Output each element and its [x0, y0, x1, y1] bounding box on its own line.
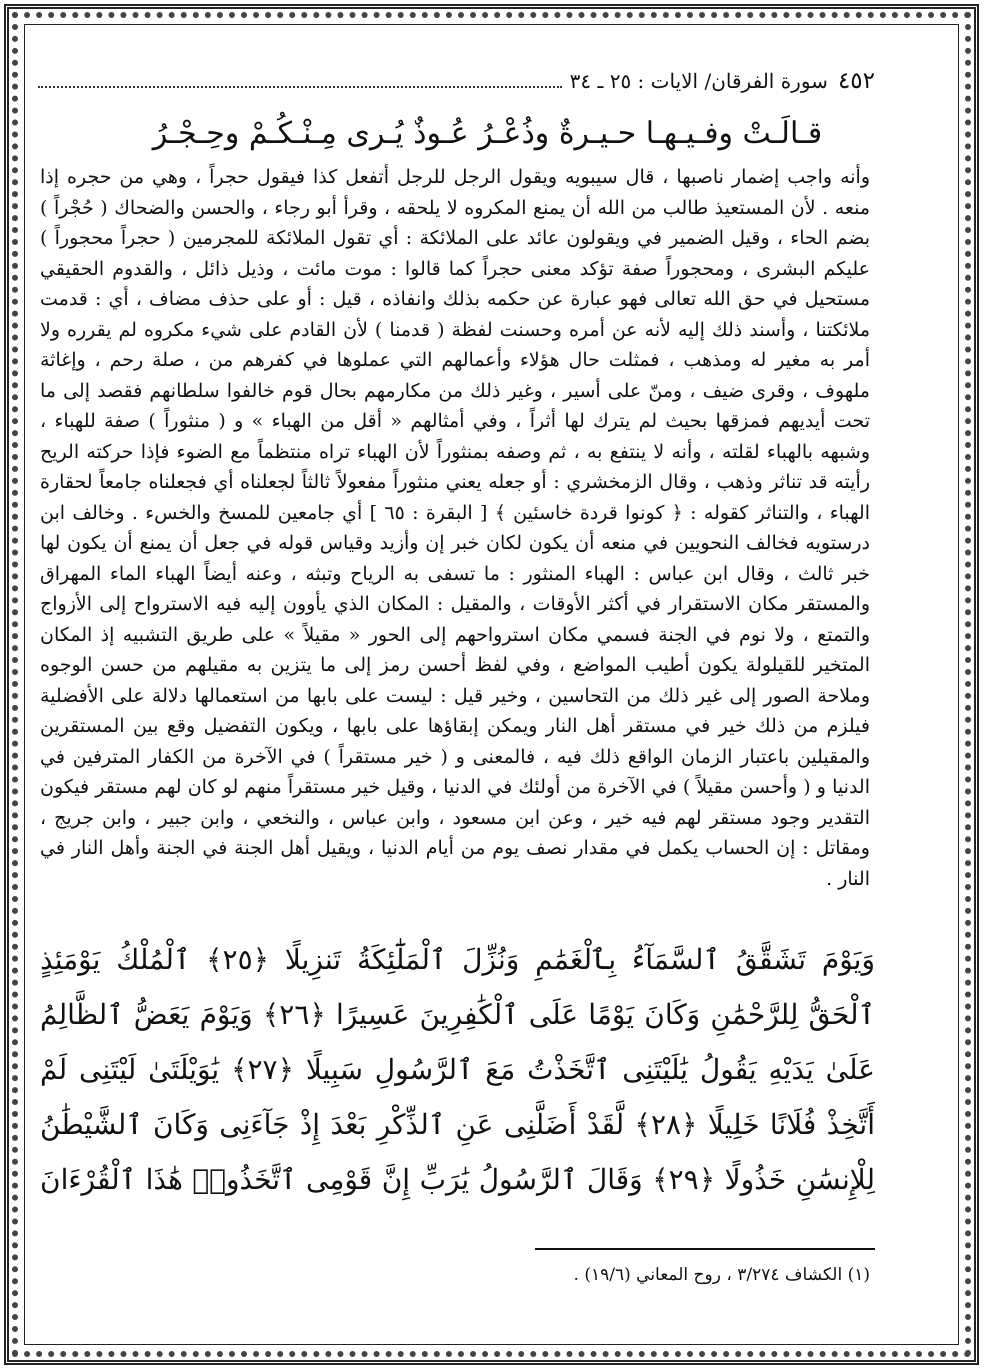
quran-verses: وَيَوْمَ تَشَقَّقُ ٱلسَّمَآءُ بِٱلْغَمَٰمِ وَنُزِّلَ ٱلْمَلَٰٓئِكَةُ تَنزِيلًا ﴿٢٥﴾ ٱلْمُلْكُ يَوْمَئِذٍ ٱلْحَقُّ لِلرَّحْمَٰنِ وَكَانَ يَوْمًا عَلَى ٱلْكَٰفِرِينَ عَسِيرًا ﴿٢٦﴾ وَيَوْمَ يَعَضُّ ٱلظَّالِمُ عَلَىٰ يَدَيْهِ يَقُولُ يَٰلَيْتَنِى ٱتَّخَذْتُ مَعَ ٱلرَّسُولِ سَبِيلًا ﴿٢٧﴾ يَٰوَيْلَتَىٰ لَيْتَنِى لَمْ أَتَّخِذْ فُلَانًا خَلِيلًا ﴿٢٨﴾ لَّقَدْ أَضَلَّنِى عَنِ ٱلذِّكْرِ بَعْدَ إِذْ جَآءَنِى وَكَانَ ٱلشَّيْطَٰنُ لِلْإِنسَٰنِ خَذُولًا ﴿٢٩﴾ وَقَالَ ٱلرَّسُولُ يَٰرَبِّ إِنَّ قَوْمِى ٱتَّخَذُوا۟ هَٰذَا ٱلْقُرْءَانَ — [40, 943, 875, 1196]
surah-title: سورة الفرقان/ الايات : ٢٥ ـ ٣٤ — [569, 69, 828, 93]
commentary-paragraph: وأنه واجب إضمار ناصبها ، قال سيبويه ويقول الرجل للرجل أتفعل كذا فيقول حجراً ، وهي من حجره إذا منعه . لأن المستعيذ طالب من الله أن يمنع المكروه لا يلحقه ، وقرأ أبو رجاء ، والحسن والضحاك ( حُجْراً ) بضم الحاء ، وقيل الضمير في ويقولون عائد على الملائكة : أي تقول الملائكة للمجرمين ( حجراً محجوراً ) عليكم البشرى ، ومحجوراً صفة تؤكد معنى حجراً كما قالوا : موت مائت ، وذيل ذائل ، والقدوم الحقيقي مستحيل في حق الله تعالى فهو عبارة عن حكمه بذلك وانفاذه ، قيل : أو على حذف مضاف ، أي : قدمت ملائكتنا ، وأسند ذلك إليه لأنه عن أمره وحسنت لفظة ( قدمنا ) لأن القادم على شيء مكروه لم يقرره ولا أمر به مغير له ومذهب ، فمثلت حال هؤلاء وأعمالهم التي عملوها في كفرهم من ، صلة رحم ، وإغاثة ملهوف ، وقرى ضيف ، ومنّ على أسير ، وغير ذلك من مكارمهم بحال قوم خالفوا سلطانهم فقصد إلى ما تحت أيديهم فمزقها بحيث لم يترك لها أثراً ، وفي أمثالهم « أقل من الهباء » و ( منثوراً ) صفة للهباء ، وشبهه بالهباء لقلته ، وأنه لا ينتفع به ، ثم وصفه بمنثوراً لأن الهباء تراه منتظماً مع الضوء فإذا حركته الريح رأيته قد تناثر وذهب ، وقال الزمخشري : أو جعله يعني منثوراً مفعولاً ثالثاً لجعلناه أي فجعلناه جامعاً لحقارة الهباء ، والتناثر كقوله : ﴿ كونوا قردة خاسئين ﴾ [ البقرة : ٦٥ ] أي جامعين للمسخ والخسء . وخالف ابن درستويه فخالف النحويين في منعه أن يكون لكان خبر إن وأزيد وقياس قوله في جعل أن يمنع أن يكون لها خبر ثالث ، وقال ابن عباس : الهباء المنثور : ما تسفى به الرياح وتبثه ، وعنه أيضاً الهباء الماء المهراق والمستقر مكان الاستقرار في أكثر الأوقات ، والمقيل : المكان الذي يأوون إليه فيه الاسترواح إلى الأزواج والتمتع ، ولا نوم في الجنة فسمي مكان استرواحهم إلى الحور « مقيلاً » على طريق التشبيه إذ المكان المتخير للقيلولة يكون أطيب المواضع ، وفي لفظ أحسن رمز إلى ما يتزين به مقيلهم من حسن الوجوه وملاحة الصور إلى غير ذلك من التحاسين ، وخير قيل : ليست على بابها من استعمالها دلالة على الأفضلية فيلزم من ذلك خير في مستقر أهل النار ويمكن إبقاؤها على بابها ، ويكون التفضيل وقع بين المستقرين والمقيلين باعتبار الزمان الواقع ذلك فيه ، فالمعنى و ( خير مستقراً ) في الآخرة من الكفار المترفين في الدنيا و ( وأحسن مقيلاً ) في الآخرة من أولئك في الدنيا ، وقيل خير مستقراً منهم لو كان لهم مستقر فيكون التقدير وجود مستقر لهم فيه خير ، وعن ابن مسعود ، وابن عباس ، والنخعي ، وابن جبير ، وابن جريج ، ومقاتل : إن الحساب يكمل في مقدار نصف يوم من أيام الدنيا ، ويقيل أهل الجنة في الجنة وأهل النار في النار . — [40, 166, 870, 890]
header-dot-leader — [38, 74, 562, 88]
page-number: ٤٥٢ — [837, 68, 875, 94]
running-header — [30, 64, 875, 98]
footnote-separator — [535, 1248, 875, 1250]
poetry-verse: قـالَـتْ وفـيـهـا حـيـرةٌ وذُعْـرُ عُـوذٌ يُـرى مِـنْـكُـمْ وحِـجْـرُ — [152, 116, 823, 151]
footnote: (١) الكشاف ٣/٢٧٤ ، روح المعاني (١٩/٦) . — [573, 1265, 870, 1285]
